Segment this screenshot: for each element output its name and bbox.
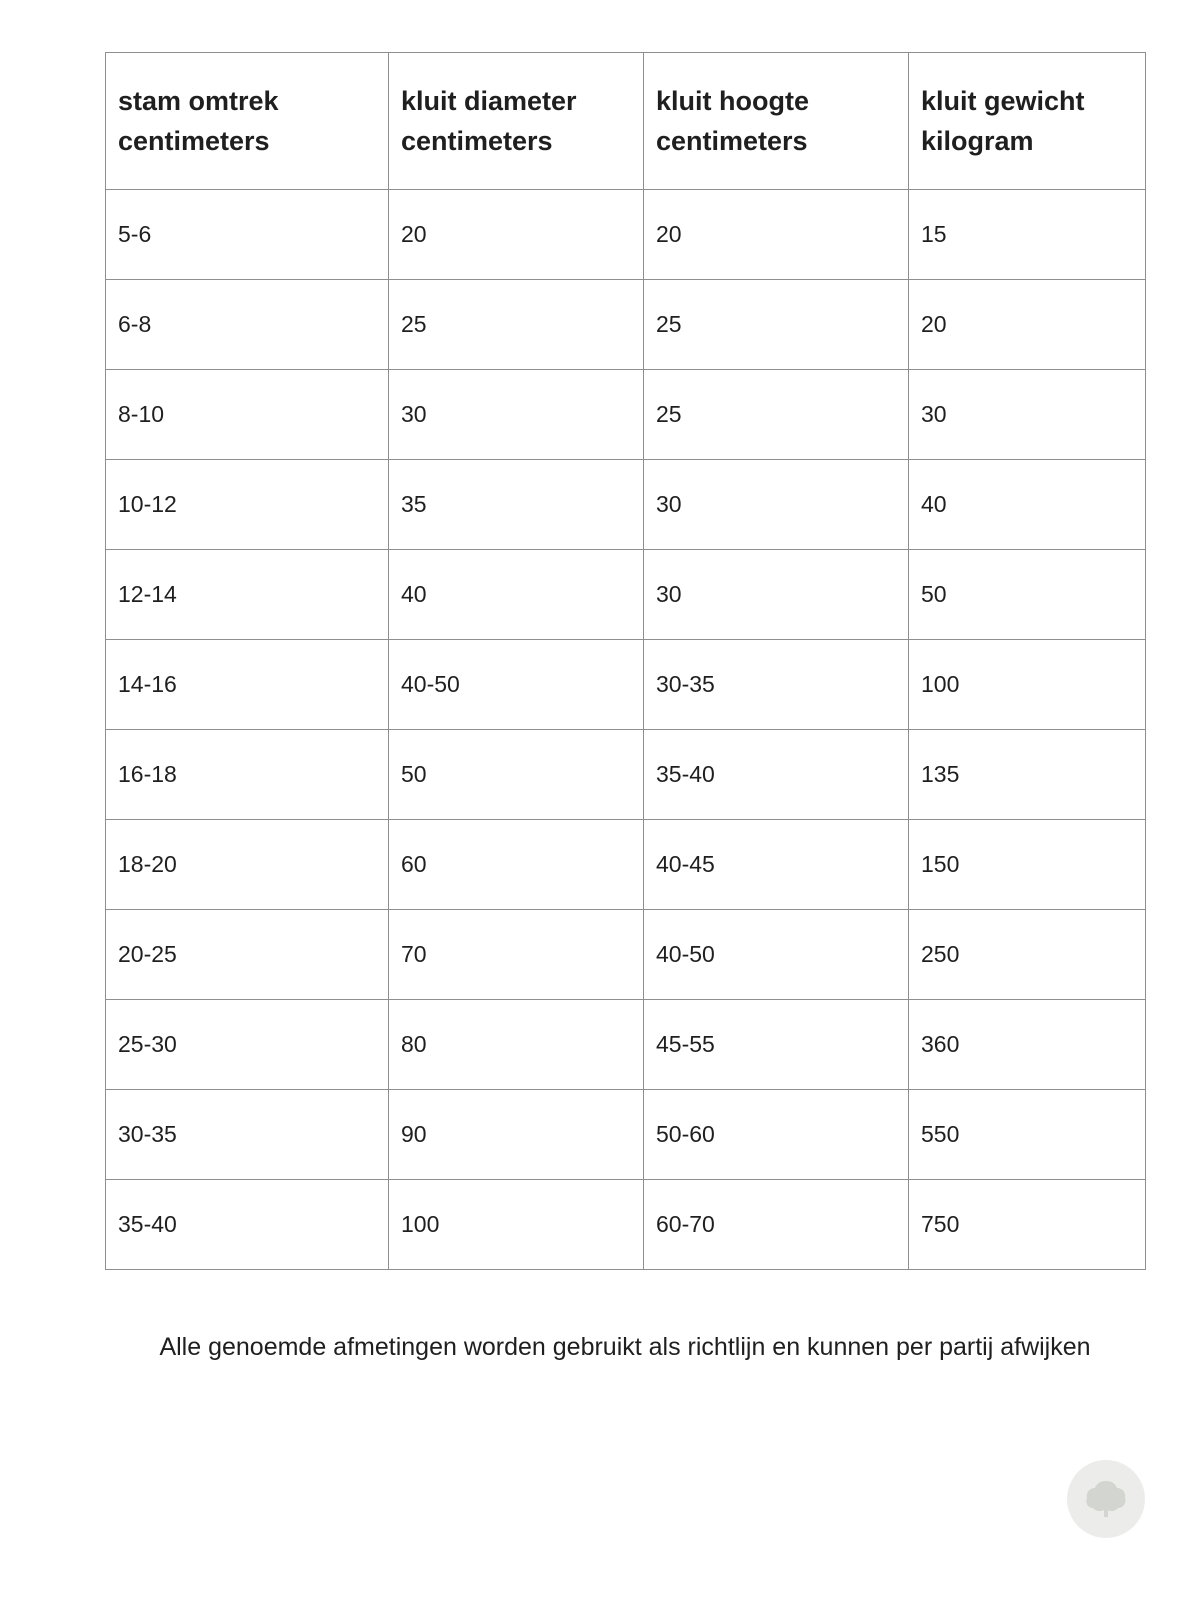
cell-stam-omtrek: 35-40 bbox=[106, 1180, 389, 1270]
table-row bbox=[106, 1000, 1146, 1090]
cell-kluit-diameter: 50 bbox=[389, 730, 644, 820]
cell-kluit-gewicht: 550 bbox=[909, 1090, 1146, 1180]
cell-stam-omtrek: 10-12 bbox=[106, 460, 389, 550]
table-header-row bbox=[106, 53, 1146, 190]
disclaimer-note: Alle genoemde afmetingen worden gebruikt als richtlijn en kunnen per partij afwijken bbox=[159, 1333, 1091, 1361]
cell-kluit-gewicht: 750 bbox=[909, 1180, 1146, 1270]
cell-stam-omtrek: 16-18 bbox=[106, 730, 389, 820]
cell-kluit-gewicht: 100 bbox=[909, 640, 1146, 730]
cell-kluit-diameter: 90 bbox=[389, 1090, 644, 1180]
header-line: kilogram bbox=[921, 126, 1034, 156]
cell-stam-omtrek: 12-14 bbox=[106, 550, 389, 640]
cell-kluit-hoogte: 45-55 bbox=[644, 1000, 909, 1090]
table-row bbox=[106, 1180, 1146, 1270]
cell-kluit-gewicht: 40 bbox=[909, 460, 1146, 550]
cell-kluit-gewicht: 135 bbox=[909, 730, 1146, 820]
header-line: kluit diameter bbox=[401, 86, 577, 116]
cell-stam-omtrek: 20-25 bbox=[106, 910, 389, 1000]
header-line: kluit gewicht bbox=[921, 86, 1085, 116]
cell-stam-omtrek: 30-35 bbox=[106, 1090, 389, 1180]
cell-kluit-hoogte: 40-45 bbox=[644, 820, 909, 910]
table-row bbox=[106, 910, 1146, 1000]
cell-kluit-hoogte: 20 bbox=[644, 190, 909, 280]
cell-kluit-gewicht: 250 bbox=[909, 910, 1146, 1000]
cell-stam-omtrek: 6-8 bbox=[106, 280, 389, 370]
table-row bbox=[106, 550, 1146, 640]
table-row bbox=[106, 280, 1146, 370]
header-line: kluit hoogte bbox=[656, 86, 809, 116]
table-row bbox=[106, 730, 1146, 820]
chat-widget-button[interactable] bbox=[1067, 1460, 1145, 1538]
table-row bbox=[106, 1090, 1146, 1180]
header-kluit-hoogte bbox=[644, 53, 909, 190]
cell-kluit-diameter: 100 bbox=[389, 1180, 644, 1270]
table-row bbox=[106, 190, 1146, 280]
cell-stam-omtrek: 8-10 bbox=[106, 370, 389, 460]
header-line: stam omtrek bbox=[118, 86, 279, 116]
header-kluit-gewicht bbox=[909, 53, 1146, 190]
cell-stam-omtrek: 25-30 bbox=[106, 1000, 389, 1090]
root-ball-size-table bbox=[105, 52, 1146, 1270]
cell-kluit-diameter: 40-50 bbox=[389, 640, 644, 730]
cell-kluit-hoogte: 30-35 bbox=[644, 640, 909, 730]
header-stam-omtrek bbox=[106, 53, 389, 190]
table-row bbox=[106, 820, 1146, 910]
cell-stam-omtrek: 5-6 bbox=[106, 190, 389, 280]
cell-kluit-hoogte: 30 bbox=[644, 460, 909, 550]
table-row bbox=[106, 640, 1146, 730]
cell-kluit-hoogte: 60-70 bbox=[644, 1180, 909, 1270]
cell-kluit-diameter: 35 bbox=[389, 460, 644, 550]
table-row bbox=[106, 370, 1146, 460]
cell-kluit-diameter: 60 bbox=[389, 820, 644, 910]
cell-kluit-gewicht: 30 bbox=[909, 370, 1146, 460]
cell-kluit-gewicht: 20 bbox=[909, 280, 1146, 370]
cell-kluit-diameter: 70 bbox=[389, 910, 644, 1000]
cell-kluit-hoogte: 30 bbox=[644, 550, 909, 640]
cell-kluit-diameter: 25 bbox=[389, 280, 644, 370]
cell-kluit-hoogte: 35-40 bbox=[644, 730, 909, 820]
cell-kluit-diameter: 40 bbox=[389, 550, 644, 640]
cell-kluit-gewicht: 15 bbox=[909, 190, 1146, 280]
header-line: centimeters bbox=[118, 126, 270, 156]
table-row bbox=[106, 460, 1146, 550]
cell-kluit-hoogte: 40-50 bbox=[644, 910, 909, 1000]
cell-kluit-diameter: 20 bbox=[389, 190, 644, 280]
cell-kluit-gewicht: 150 bbox=[909, 820, 1146, 910]
cell-kluit-gewicht: 360 bbox=[909, 1000, 1146, 1090]
header-line: centimeters bbox=[401, 126, 553, 156]
tree-icon bbox=[1083, 1477, 1129, 1521]
cell-stam-omtrek: 18-20 bbox=[106, 820, 389, 910]
cell-stam-omtrek: 14-16 bbox=[106, 640, 389, 730]
header-line: centimeters bbox=[656, 126, 808, 156]
cell-kluit-diameter: 30 bbox=[389, 370, 644, 460]
cell-kluit-hoogte: 25 bbox=[644, 370, 909, 460]
cell-kluit-hoogte: 25 bbox=[644, 280, 909, 370]
header-kluit-diameter bbox=[389, 53, 644, 190]
cell-kluit-gewicht: 50 bbox=[909, 550, 1146, 640]
cell-kluit-hoogte: 50-60 bbox=[644, 1090, 909, 1180]
cell-kluit-diameter: 80 bbox=[389, 1000, 644, 1090]
